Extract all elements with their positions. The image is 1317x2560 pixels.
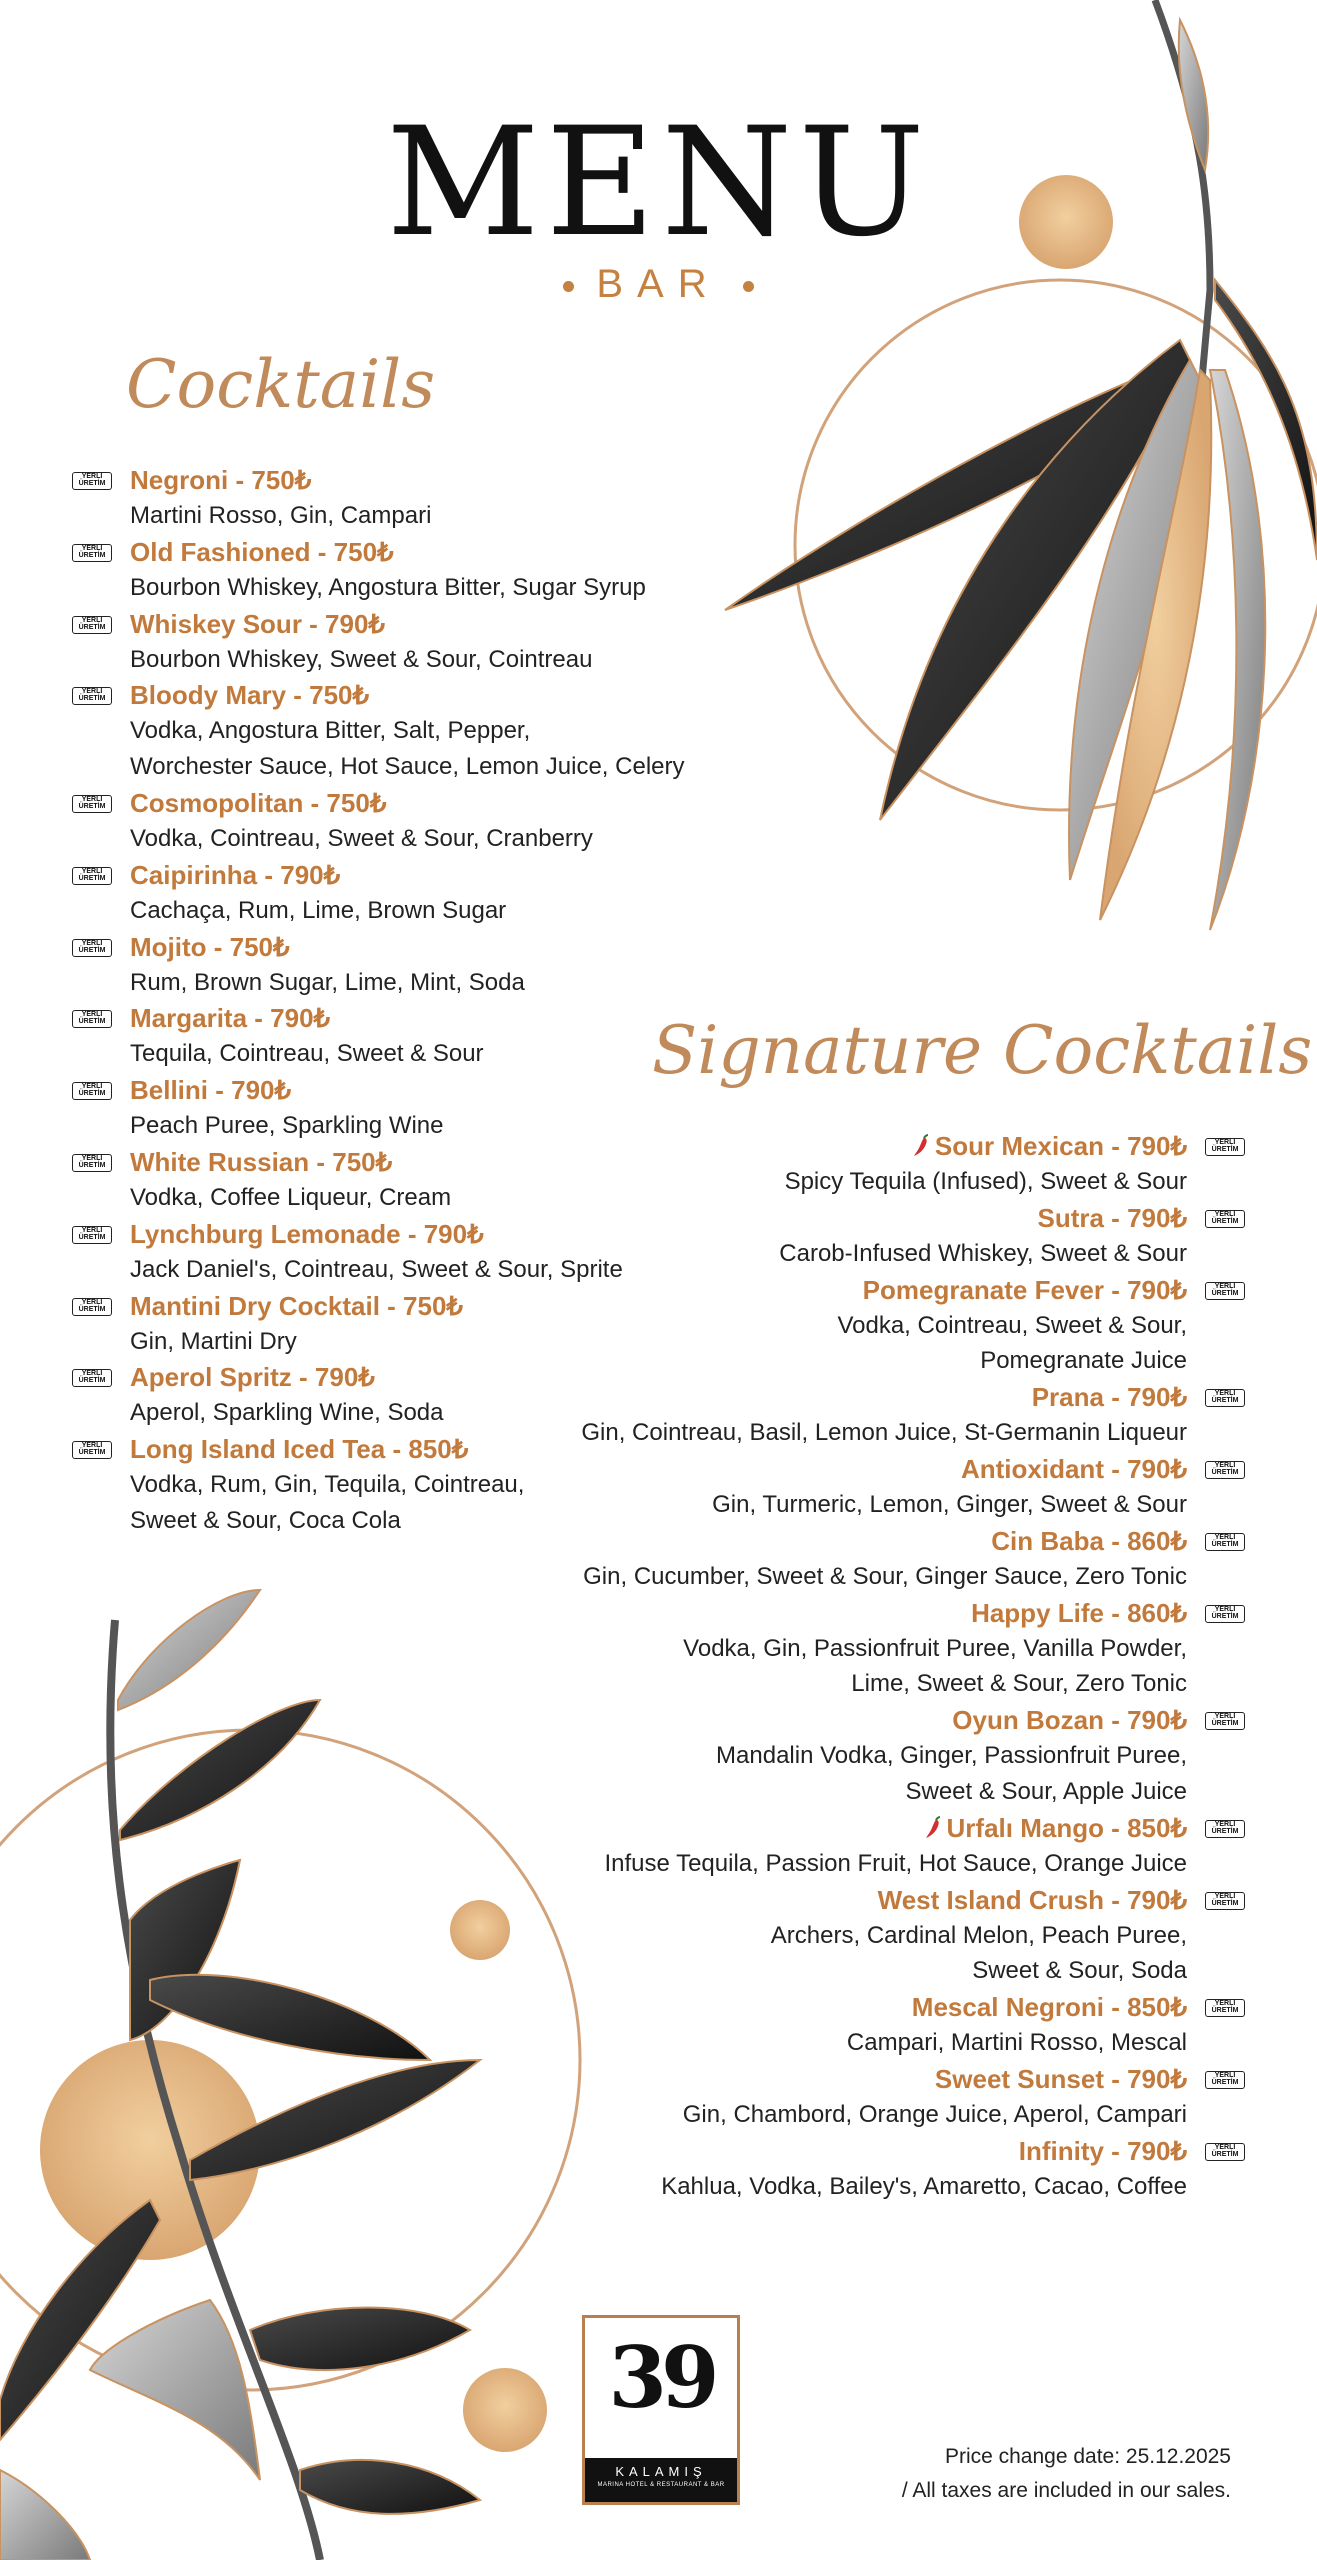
badge-line-2: ÜRETİM	[1211, 1468, 1239, 1476]
menu-subtitle	[0, 262, 1317, 307]
dot-left	[563, 281, 574, 292]
local-production-badge-icon	[72, 939, 112, 957]
item-name-text: White Russian - 750₺	[130, 1146, 393, 1177]
item-name-text: Mescal Negroni - 850₺	[911, 1992, 1187, 2023]
item-name	[130, 534, 710, 570]
item-ingredients: Aperol, Sparkling Wine, Soda	[130, 1399, 444, 1427]
badge-line-2: ÜRETİM	[1211, 1899, 1239, 1907]
item-name-text: Happy Life - 860₺	[971, 1597, 1187, 1628]
item-ingredients: Bourbon Whiskey, Angostura Bitter, Sugar Syrup	[130, 573, 646, 601]
menu-item	[70, 785, 710, 857]
logo-bar	[585, 2458, 737, 2502]
local-production-badge-icon	[1205, 1138, 1245, 1156]
item-name-text: Antioxidant - 790₺	[960, 1453, 1187, 1484]
item-ingredients: Infuse Tequila, Passion Fruit, Hot Sauce, Orange Juice	[604, 1849, 1187, 1877]
item-name-text: Cin Baba - 860₺	[991, 1525, 1187, 1556]
badge-line-1: YERLİ	[1214, 2143, 1236, 2151]
item-name	[487, 1200, 1187, 1236]
item-ingredients: Vodka, Gin, Passionfruit Puree, Vanilla Powder,	[683, 1634, 1187, 1662]
badge-line-1: YERLİ	[1214, 1210, 1236, 1218]
menu-item	[487, 1379, 1247, 1451]
item-name-text: Cosmopolitan - 750₺	[130, 787, 387, 818]
logo-mark: 39	[608, 2328, 714, 2427]
item-name-text: Old Fashioned - 750₺	[130, 536, 394, 567]
menu-item	[487, 1702, 1247, 1810]
badge-line-2: ÜRETİM	[78, 695, 106, 703]
menu-item	[70, 677, 710, 785]
badge-line-1: YERLİ	[81, 1083, 103, 1091]
item-name	[487, 1595, 1187, 1631]
item-name-text: Bloody Mary - 750₺	[130, 680, 370, 711]
item-name-text: Bellini - 790₺	[130, 1075, 292, 1106]
item-name-text: Sour Mexican - 790₺	[934, 1131, 1187, 1161]
menu-item	[70, 857, 710, 929]
item-name-text: Urfalı Mango - 850₺	[946, 1812, 1187, 1843]
price-change-date: Price change date: 25.12.2025	[944, 2445, 1231, 2468]
cocktails-heading: Cocktails	[126, 346, 436, 423]
item-ingredients: Carob-Infused Whiskey, Sweet & Sour	[779, 1239, 1187, 1267]
local-production-badge-icon	[72, 795, 112, 813]
local-production-badge-icon	[72, 544, 112, 562]
menu-item	[487, 1810, 1247, 1882]
item-name-text: Aperol Spritz - 790₺	[130, 1362, 375, 1393]
local-production-badge-icon	[72, 867, 112, 885]
badge-line-2: ÜRETİM	[78, 802, 106, 810]
menu-item	[487, 1200, 1247, 1272]
badge-line-1: YERLİ	[1214, 1282, 1236, 1290]
badge-line-1: YERLİ	[81, 616, 103, 624]
item-name	[487, 1272, 1187, 1308]
item-ingredients: Rum, Brown Sugar, Lime, Mint, Soda	[130, 968, 525, 996]
badge-line-2: ÜRETİM	[78, 623, 106, 631]
local-production-badge-icon	[72, 1298, 112, 1316]
badge-line-1: YERLİ	[81, 1011, 103, 1019]
local-production-badge-icon	[1205, 1999, 1245, 2017]
badge-line-1: YERLİ	[81, 1154, 103, 1162]
item-ingredients: Cachaça, Rum, Lime, Brown Sugar	[130, 896, 507, 924]
item-name	[130, 1072, 710, 1108]
item-name-text: Margarita - 790₺	[130, 1003, 331, 1034]
badge-line-1: YERLİ	[1214, 1533, 1236, 1541]
badge-line-2: ÜRETİM	[78, 480, 106, 487]
item-name	[487, 1379, 1187, 1415]
badge-line-2: ÜRETİM	[78, 1377, 106, 1385]
chili-pepper-icon	[925, 1816, 941, 1840]
tax-note: / All taxes are included in our sales.	[901, 2479, 1231, 2502]
badge-line-2: ÜRETİM	[1211, 1289, 1239, 1297]
badge-line-1: YERLİ	[81, 795, 103, 803]
badge-line-1: YERLİ	[81, 1226, 103, 1234]
badge-line-2: ÜRETİM	[1211, 1217, 1239, 1225]
item-name	[487, 2061, 1187, 2097]
badge-line-2: ÜRETİM	[78, 551, 106, 559]
badge-line-2: ÜRETİM	[1211, 1146, 1239, 1153]
item-name	[487, 1989, 1187, 2025]
menu-item	[70, 534, 710, 606]
badge-line-2: ÜRETİM	[1211, 1827, 1239, 1835]
badge-line-2: ÜRETİM	[78, 1233, 106, 1241]
menu-item	[487, 1523, 1247, 1595]
menu-item	[487, 2133, 1247, 2205]
badge-line-1: YERLİ	[1214, 1390, 1236, 1398]
item-name-text: West Island Crush - 790₺	[877, 1884, 1187, 1915]
chili-pepper-icon	[913, 1134, 929, 1158]
item-name	[487, 1523, 1187, 1559]
badge-line-2: ÜRETİM	[1211, 2078, 1239, 2086]
item-name	[130, 1000, 710, 1036]
item-ingredients: Gin, Chambord, Orange Juice, Aperol, Campari	[682, 2100, 1187, 2128]
badge-line-2: ÜRETİM	[1211, 1540, 1239, 1548]
badge-line-2: ÜRETİM	[78, 1090, 106, 1098]
item-name-text: Negroni - 750₺	[130, 465, 312, 495]
badge-line-1: YERLİ	[81, 1442, 103, 1450]
badge-line-1: YERLİ	[1214, 2000, 1236, 2008]
item-ingredients: Jack Daniel's, Cointreau, Sweet & Sour, Sprite	[130, 1255, 623, 1283]
badge-line-2: ÜRETİM	[78, 1161, 106, 1169]
local-production-badge-icon	[72, 616, 112, 634]
item-name-text: Whiskey Sour - 790₺	[130, 608, 385, 639]
badge-line-2: ÜRETİM	[78, 874, 106, 882]
badge-line-2: ÜRETİM	[78, 1305, 106, 1313]
item-ingredients: Gin, Cointreau, Basil, Lemon Juice, St-Germanin Liqueur	[581, 1419, 1187, 1447]
menu-item	[487, 2061, 1247, 2133]
subtitle-text: BAR	[596, 262, 721, 306]
badge-line-1: YERLİ	[1214, 1820, 1236, 1828]
kalamis-logo	[582, 2315, 740, 2505]
badge-line-1: YERLİ	[1214, 1892, 1236, 1900]
logo-tagline: MARINA HOTEL & RESTAURANT & BAR	[597, 2482, 725, 2488]
item-ingredients: Archers, Cardinal Melon, Peach Puree,	[770, 1921, 1187, 1949]
item-name	[130, 785, 710, 821]
menu-item	[70, 929, 710, 1001]
item-ingredients: Lime, Sweet & Sour, Zero Tonic	[851, 1670, 1187, 1698]
item-name-text: Mojito - 750₺	[130, 931, 290, 962]
signature-heading: Signature Cocktails	[652, 1012, 1313, 1089]
badge-line-1: YERLİ	[81, 1298, 103, 1306]
menu-item	[487, 1128, 1247, 1200]
badge-line-2: ÜRETİM	[1211, 2150, 1239, 2158]
local-production-badge-icon	[72, 1010, 112, 1028]
item-ingredients: Tequila, Cointreau, Sweet & Sour	[130, 1040, 484, 1068]
badge-line-2: ÜRETİM	[1211, 1720, 1239, 1728]
price-note	[902, 2440, 1231, 2508]
dot-right	[743, 281, 754, 292]
item-ingredients: Gin, Martini Dry	[130, 1327, 297, 1355]
local-production-badge-icon	[1205, 1820, 1245, 1838]
item-name-text: Long Island Iced Tea - 850₺	[130, 1434, 469, 1465]
item-name	[487, 1128, 1187, 1164]
item-name-text: Caipirinha - 790₺	[130, 859, 341, 890]
item-name-text: Mantini Dry Cocktail - 750₺	[130, 1290, 463, 1321]
badge-line-1: YERLİ	[1214, 1461, 1236, 1469]
local-production-badge-icon	[1205, 2143, 1245, 2161]
item-ingredients: Sweet & Sour, Apple Juice	[905, 1777, 1187, 1805]
item-name-text: Infinity - 790₺	[1018, 2135, 1187, 2166]
badge-line-1: YERLİ	[81, 1370, 103, 1378]
item-ingredients: Gin, Turmeric, Lemon, Ginger, Sweet & Sour	[712, 1490, 1187, 1518]
local-production-badge-icon	[72, 1154, 112, 1172]
item-ingredients: Worchester Sauce, Hot Sauce, Lemon Juice, Celery	[130, 753, 685, 781]
local-production-badge-icon	[1205, 1461, 1245, 1479]
item-name-text: Pomegranate Fever - 790₺	[862, 1274, 1187, 1305]
item-name	[130, 606, 710, 642]
item-ingredients: Peach Puree, Sparkling Wine	[130, 1112, 444, 1140]
item-name	[130, 929, 710, 965]
badge-line-2: ÜRETİM	[78, 1449, 106, 1457]
menu-item	[487, 1595, 1247, 1703]
item-name	[487, 1810, 1187, 1846]
local-production-badge-icon	[72, 687, 112, 705]
item-name	[487, 1882, 1187, 1918]
item-name-text: Lynchburg Lemonade - 790₺	[130, 1218, 484, 1249]
item-name-text: Sutra - 790₺	[1037, 1202, 1187, 1233]
badge-line-2: ÜRETİM	[78, 946, 106, 954]
local-production-badge-icon	[72, 1441, 112, 1459]
item-ingredients: Sweet & Sour, Soda	[972, 1957, 1187, 1985]
signature-list	[487, 1128, 1247, 2205]
badge-line-2: ÜRETİM	[1211, 2007, 1239, 2015]
menu-item	[487, 1989, 1247, 2061]
badge-line-1: YERLİ	[81, 939, 103, 947]
local-production-badge-icon	[1205, 1282, 1245, 1300]
badge-line-1: YERLİ	[1214, 1139, 1236, 1146]
local-production-badge-icon	[1205, 1389, 1245, 1407]
item-ingredients: Vodka, Rum, Gin, Tequila, Cointreau,	[130, 1471, 525, 1499]
badge-line-2: ÜRETİM	[1211, 1612, 1239, 1620]
item-name	[130, 677, 710, 713]
item-name-text: Oyun Bozan - 790₺	[952, 1705, 1187, 1736]
badge-line-2: ÜRETİM	[78, 1018, 106, 1026]
item-name-text: Sweet Sunset - 790₺	[934, 2063, 1187, 2094]
item-name	[130, 857, 710, 893]
local-production-badge-icon	[1205, 2071, 1245, 2089]
local-production-badge-icon	[72, 1369, 112, 1387]
logo-name: KALAMIŞ	[615, 2464, 707, 2479]
menu-item	[70, 1000, 710, 1072]
local-production-badge-icon	[72, 1226, 112, 1244]
badge-line-1: YERLİ	[81, 867, 103, 875]
local-production-badge-icon	[1205, 1533, 1245, 1551]
local-production-badge-icon	[72, 1082, 112, 1100]
item-ingredients: Gin, Cucumber, Sweet & Sour, Ginger Sauce, Zero Tonic	[583, 1562, 1187, 1590]
menu-item	[487, 1882, 1247, 1990]
badge-line-2: ÜRETİM	[1211, 1397, 1239, 1405]
menu-title: MENU	[386, 96, 931, 270]
badge-line-1: YERLİ	[1214, 1713, 1236, 1721]
item-ingredients: Pomegranate Juice	[980, 1347, 1187, 1375]
badge-line-1: YERLİ	[81, 544, 103, 552]
item-ingredients: Vodka, Angostura Bitter, Salt, Pepper,	[130, 717, 531, 745]
item-ingredients: Vodka, Cointreau, Sweet & Sour,	[837, 1311, 1187, 1339]
item-ingredients: Vodka, Cointreau, Sweet & Sour, Cranberry	[130, 824, 593, 852]
menu-item	[70, 462, 710, 534]
item-ingredients: Spicy Tequila (Infused), Sweet & Sour	[784, 1168, 1187, 1195]
local-production-badge-icon	[1205, 1210, 1245, 1228]
badge-line-1: YERLİ	[81, 688, 103, 696]
local-production-badge-icon	[1205, 1712, 1245, 1730]
menu-item	[70, 606, 710, 678]
item-name-text: Prana - 790₺	[1031, 1382, 1187, 1413]
item-ingredients: Kahlua, Vodka, Bailey's, Amaretto, Cacao, Coffee	[661, 2172, 1187, 2200]
local-production-badge-icon	[1205, 1892, 1245, 1910]
item-ingredients: Sweet & Sour, Coca Cola	[130, 1506, 401, 1534]
item-ingredients: Mandalin Vodka, Ginger, Passionfruit Puree,	[716, 1742, 1187, 1770]
item-ingredients: Vodka, Coffee Liqueur, Cream	[130, 1183, 452, 1211]
item-name	[130, 462, 710, 498]
local-production-badge-icon	[72, 472, 112, 490]
badge-line-1: YERLİ	[1214, 2071, 1236, 2079]
local-production-badge-icon	[1205, 1605, 1245, 1623]
item-name	[487, 1451, 1187, 1487]
item-name	[487, 1702, 1187, 1738]
badge-line-1: YERLİ	[81, 473, 103, 480]
menu-item	[487, 1272, 1247, 1380]
menu-item	[487, 1451, 1247, 1523]
item-ingredients: Campari, Martini Rosso, Mescal	[846, 2029, 1187, 2057]
badge-line-1: YERLİ	[1214, 1605, 1236, 1613]
item-ingredients: Bourbon Whiskey, Sweet & Sour, Cointreau	[130, 645, 593, 673]
item-ingredients: Martini Rosso, Gin, Campari	[130, 502, 432, 529]
item-name	[487, 2133, 1187, 2169]
